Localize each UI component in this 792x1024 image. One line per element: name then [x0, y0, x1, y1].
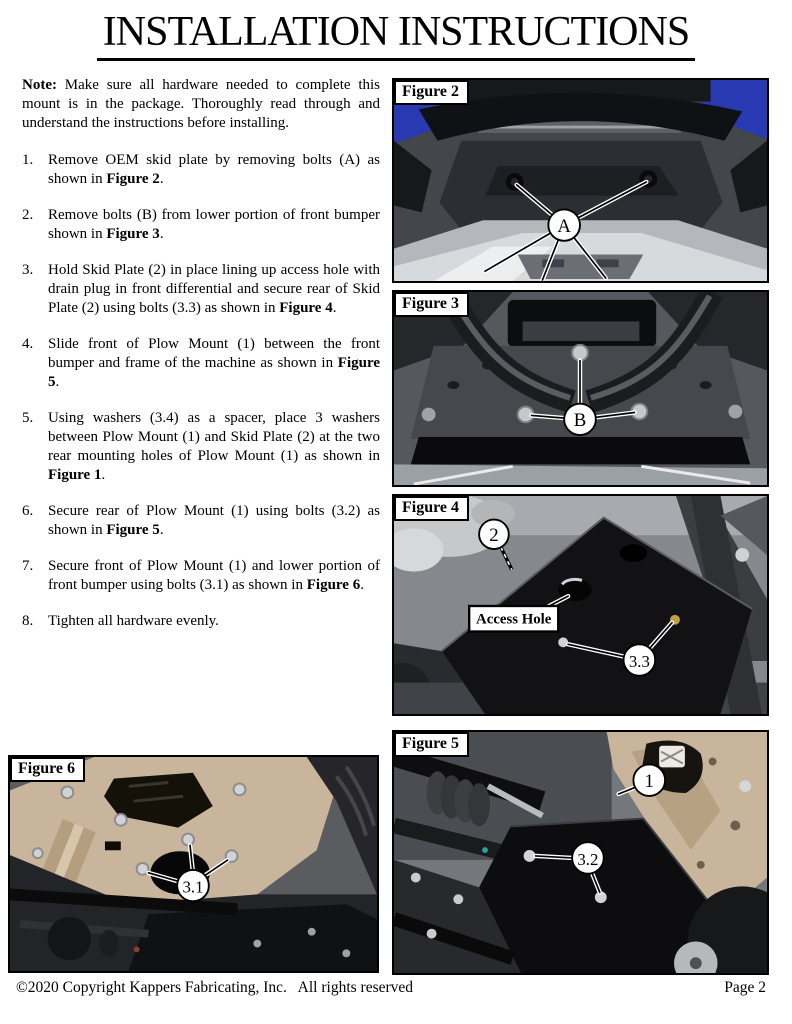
step-number: 3.	[22, 262, 34, 278]
figure-2-illustration	[394, 80, 767, 281]
step-text	[48, 409, 380, 485]
figure-reference: Figure 1	[48, 467, 102, 483]
page-footer	[16, 979, 766, 997]
note-paragraph	[22, 76, 380, 133]
step-text-before: Tighten all hardware evenly.	[48, 613, 219, 629]
figure-6-label: Figure 6	[10, 757, 85, 782]
figure-3-label: Figure 3	[394, 292, 469, 317]
step-text-before: Using washers (3.4) as a spacer, place 3 washers between Plow Mount (1) and Skid Plate (2) at the two rear mounting holes of Plow Mount (1) as shown in	[48, 410, 380, 464]
figure-reference: Figure 5	[106, 522, 160, 538]
step-number: 6.	[22, 503, 34, 519]
page-number: Page 2	[724, 979, 766, 996]
note-text: Make sure all hardware needed to complete this mount is in the package. Thoroughly read through and understand the instructions before installing.	[22, 77, 380, 131]
page-title-wrap	[0, 10, 792, 61]
step-text-before: Secure rear of Plow Mount (1) using bolts (3.2) as shown in	[48, 503, 380, 538]
step-text-before: Remove OEM skid plate by removing bolts (A) as shown in	[48, 152, 380, 187]
step-6	[22, 502, 380, 540]
figure-5-label: Figure 5	[394, 732, 469, 757]
step-text	[48, 335, 380, 392]
step-text-before: Secure front of Plow Mount (1) and lower portion of front bumper using bolts (3.1) as shown in	[48, 558, 380, 593]
note-label: Note:	[22, 77, 57, 93]
step-text-before: Hold Skid Plate (2) in place lining up access hole with drain plug in front differential and secure rear of Skid Plate (2) using bolts (3.3) as shown in	[48, 262, 380, 316]
callout-1-label: 1	[644, 771, 654, 793]
copyright-text: ©2020 Copyright Kappers Fabricating, Inc. All rights reserved	[16, 979, 414, 996]
step-text-after: .	[332, 300, 337, 316]
step-text-before: Slide front of Plow Mount (1) between the front bumper and frame of the machine as shown in	[48, 336, 380, 371]
step-number: 8.	[22, 613, 34, 629]
step-text-before: Remove bolts (B) from lower portion of front bumper shown in	[48, 207, 380, 242]
callout-2	[479, 520, 509, 549]
callout-a-label: A	[557, 216, 571, 237]
figure-6-photo	[8, 755, 379, 973]
bolt-icon	[572, 345, 588, 361]
step-text	[48, 151, 380, 189]
step-number: 4.	[22, 336, 34, 352]
callout-b	[564, 404, 596, 435]
step-3	[22, 261, 380, 318]
figure-2-label: Figure 2	[394, 80, 469, 105]
callout-32-label: 3.2	[577, 849, 599, 869]
step-text	[48, 502, 380, 540]
figure-4-photo	[392, 494, 769, 716]
step-7	[22, 557, 380, 595]
step-text-after: .	[159, 522, 164, 538]
step-text-after: .	[55, 374, 60, 390]
callout-32	[572, 842, 604, 873]
step-5	[22, 409, 380, 485]
instruction-column	[22, 76, 380, 648]
step-text-after: .	[159, 171, 164, 187]
step-text	[48, 612, 380, 631]
callout-1	[633, 764, 665, 795]
step-text	[48, 261, 380, 318]
figure-6-illustration	[10, 757, 377, 971]
step-text	[48, 206, 380, 244]
step-number: 1.	[22, 152, 34, 168]
access-hole-label: Access Hole	[476, 611, 552, 628]
step-text-after: .	[360, 577, 364, 593]
figure-4-label: Figure 4	[394, 496, 469, 521]
step-text-after: .	[159, 226, 164, 242]
figure-reference: Figure 4	[279, 300, 333, 316]
step-1	[22, 151, 380, 189]
figure-4-illustration	[394, 496, 767, 714]
bumper-underside-photo	[394, 80, 767, 281]
figure-2-photo	[392, 78, 769, 283]
figure-reference: Figure 5	[48, 355, 380, 390]
step-number: 5.	[22, 410, 34, 426]
figure-3-illustration	[394, 292, 767, 485]
page-title: INSTALLATION INSTRUCTIONS	[97, 10, 695, 61]
step-2	[22, 206, 380, 244]
skid-plate-photo	[394, 496, 767, 714]
figure-reference: Figure 2	[106, 171, 160, 187]
figure-reference: Figure 3	[106, 226, 160, 242]
step-text	[48, 557, 380, 595]
figure-reference: Figure 6	[306, 577, 361, 593]
step-4	[22, 335, 380, 392]
callout-a	[548, 209, 580, 240]
step-number: 7.	[22, 558, 34, 574]
figure-5-illustration	[394, 732, 767, 973]
callout-33-label: 3.3	[628, 651, 650, 671]
callout-33	[624, 644, 656, 675]
callout-2-label: 2	[489, 525, 499, 547]
figure-3-photo	[392, 290, 769, 487]
figure-5-photo	[392, 730, 769, 975]
callout-b-label: B	[573, 410, 587, 432]
callout-31	[177, 870, 209, 901]
callout-31-label: 3.1	[182, 877, 204, 897]
step-8	[22, 612, 380, 631]
step-number: 2.	[22, 207, 34, 223]
step-text-after: .	[101, 467, 106, 483]
